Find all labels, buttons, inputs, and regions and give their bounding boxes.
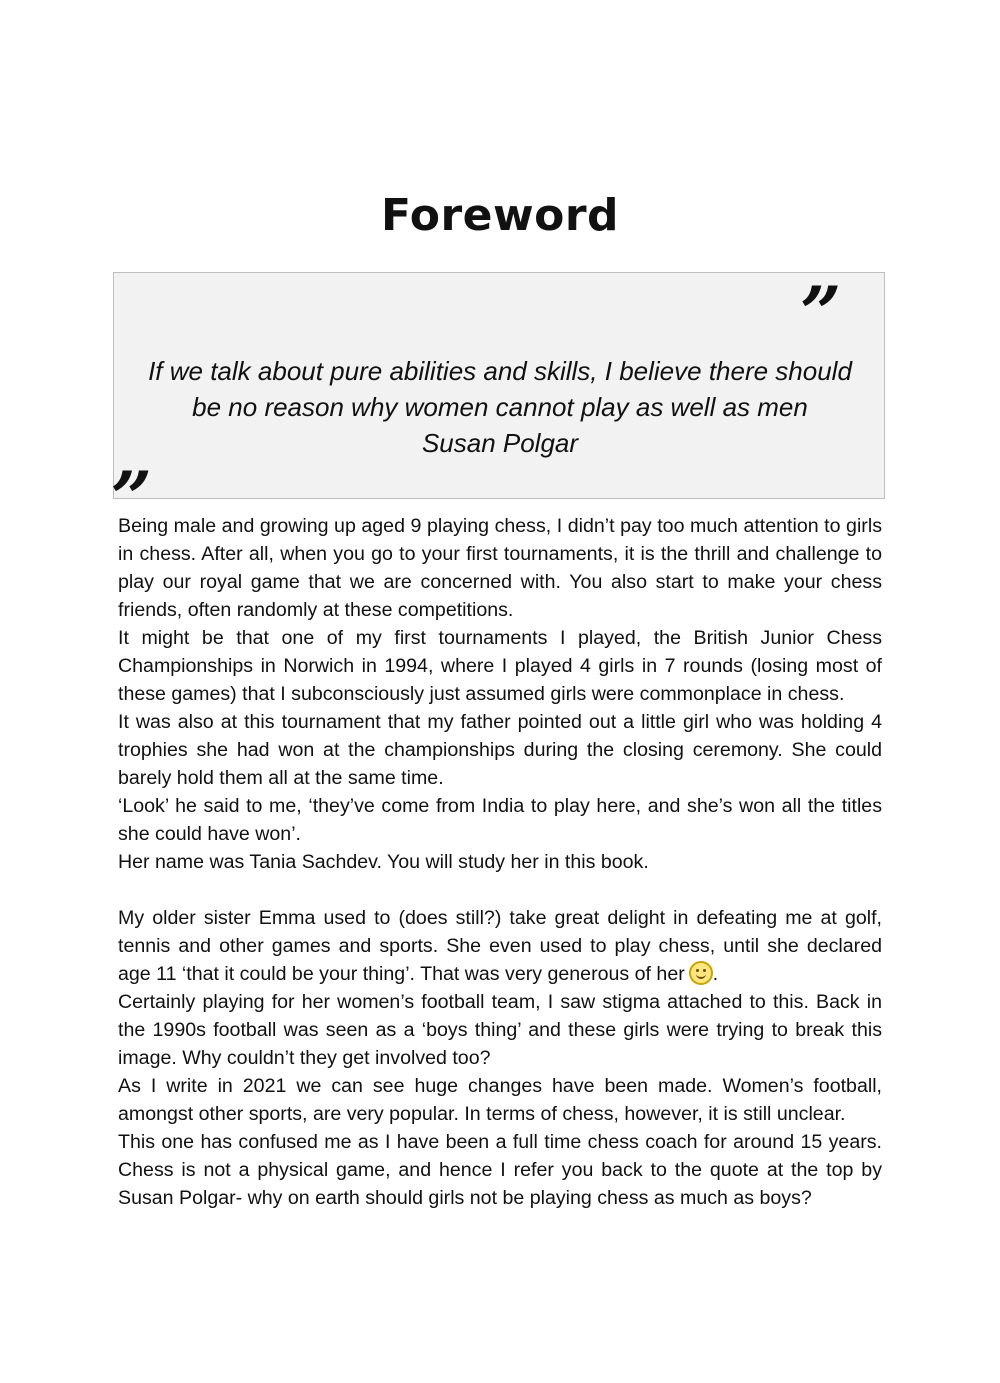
paragraph-6 xyxy=(118,904,882,988)
page-title: Foreword xyxy=(380,190,620,241)
quote-text xyxy=(124,353,876,461)
paragraph-gap xyxy=(118,876,882,904)
paragraph-7: Certainly playing for her women’s football team, I saw stigma attached to this. Back in the 1990s football was seen as a ‘boys thing’ and these girls were trying to break this image. Why couldn’t they get involved too? xyxy=(118,991,882,1069)
paragraph-4: ‘Look’ he said to me, ‘they’ve come from India to play here, and she’s won all the titles she could have won’. xyxy=(118,795,882,845)
quote-line-2: be no reason why women cannot play as well as men xyxy=(192,392,808,422)
opening-quote-mark-icon: „ xyxy=(112,414,154,499)
paragraph-9: This one has confused me as I have been a full time chess coach for around 15 years. Chess is not a physical game, and hence I refer you back to the quote at the top by Susan Polgar- why on earth should girls not be playing chess as much as boys? xyxy=(118,1131,882,1209)
paragraph-5: Her name was Tania Sachdev. You will study her in this book. xyxy=(118,851,649,873)
quote-box xyxy=(113,272,885,499)
smiling-face-icon xyxy=(689,961,713,985)
foreword-body xyxy=(118,512,882,1212)
paragraph-8: As I write in 2021 we can see huge changes have been made. Women’s football, amongst other sports, are very popular. In terms of chess, however, it is still unclear. xyxy=(118,1075,882,1125)
closing-quote-mark-icon: ” xyxy=(800,270,842,355)
paragraph-2: It might be that one of my first tournaments I played, the British Junior Chess Championships in Norwich in 1994, where I played 4 girls in 7 rounds (losing most of these games) that I subconsciously just assumed girls were commonplace in chess. xyxy=(118,627,882,705)
paragraph-3: It was also at this tournament that my father pointed out a little girl who was holding 4 trophies she had won at the championships during the closing ceremony. She could barely hold them all at the same time. xyxy=(118,711,882,789)
paragraph-6-text: My older sister Emma used to (does still?) take great delight in defeating me at golf, tennis and other games and sports. She even used to play chess, until she declared age 11 ‘that it could be your thing’. That was very generous of her xyxy=(118,907,882,985)
quote-author: Susan Polgar xyxy=(421,428,579,458)
paragraph-1: Being male and growing up aged 9 playing chess, I didn’t pay too much attention to girls in chess. After all, when you go to your first tournaments, it is the thrill and challenge to play our royal game that we are concerned with. You also start to make your chess friends, often randomly at these competitions. xyxy=(118,515,882,621)
quote-line-1: If we talk about pure abilities and skills, I believe there should xyxy=(148,356,852,386)
paragraph-6-end: . xyxy=(712,963,719,985)
